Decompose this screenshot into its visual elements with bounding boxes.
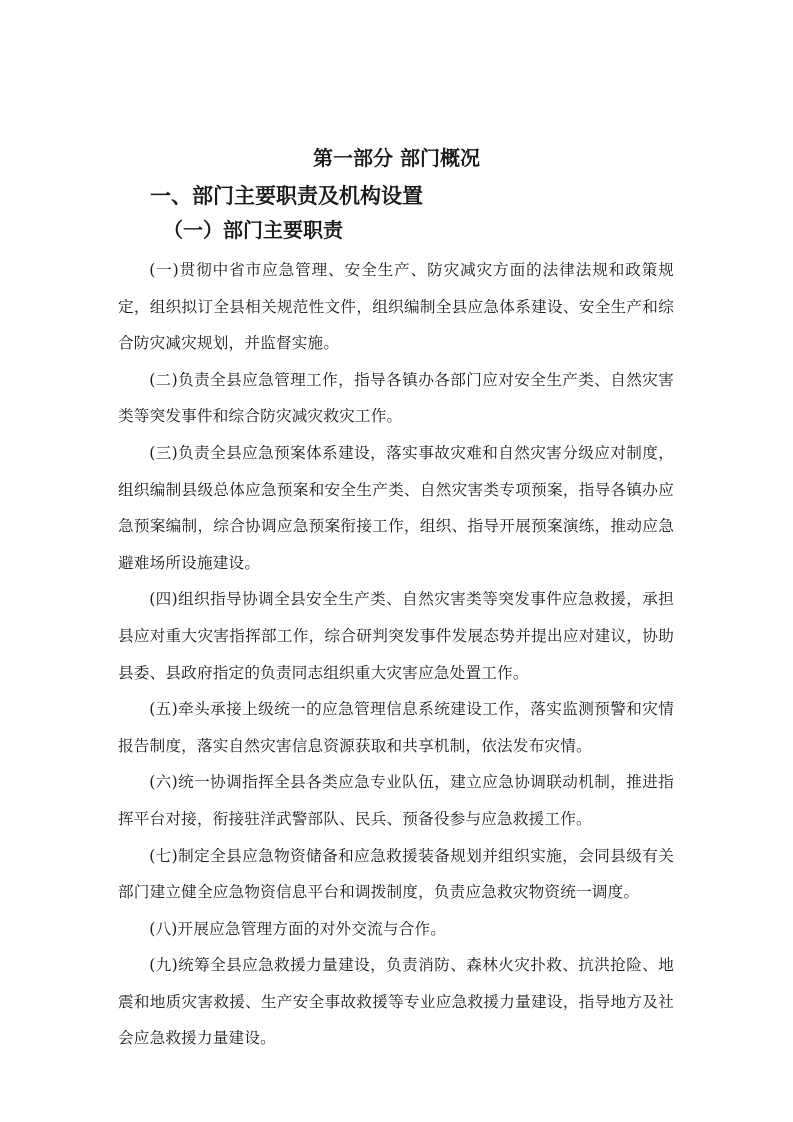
- paragraph: (六)统一协调指挥全县各类应急专业队伍，建立应急协调联动机制，推进指挥平台对接，衔接驻洋武警部队、民兵、预备役参与应急救援工作。: [118, 773, 674, 828]
- paragraph: (八)开展应急管理方面的对外交流与合作。: [149, 919, 447, 938]
- paragraph: (九)统筹全县应急救援力量建设，负责消防、森林火灾扑救、抗洪抢险、地震和地质灾害救援、生产安全事故救援等专业应急救援力量建设，指导地方及社会应急救援力量建设。: [118, 956, 674, 1048]
- paragraph: (二)负责全县应急管理工作，指导各镇办各部门应对安全生产类、自然灾害类等突发事件和综合防灾减灾救灾工作。: [118, 370, 674, 426]
- section-title: 一、部门主要职责及机构设置: [150, 184, 423, 208]
- subsection-title: （一）部门主要职责: [163, 218, 343, 242]
- paragraph: (四)组织指导协调全县安全生产类、自然灾害类等突发事件应急救援，承担县应对重大灾害指挥部工作，综合研判突发事件发展态势并提出应对建议，协助县委、县政府指定的负责同志组织重大灾害应急处置工作。: [118, 590, 674, 682]
- body-text: [118, 252, 674, 1057]
- paragraph: (七)制定全县应急物资储备和应急救援装备规划并组织实施，会同县级有关部门建立健全应急物资信息平台和调拨制度，负责应急救灾物资统一调度。: [118, 846, 674, 902]
- part-title: 第一部分 部门概况: [313, 146, 480, 170]
- paragraph: (一)贯彻中省市应急管理、安全生产、防灾减灾方面的法律法规和政策规定，组织拟订全县相关规范性文件，组织编制全县应急体系建设、安全生产和综合防灾减灾规划，并监督实施。: [118, 261, 674, 353]
- paragraph: (五)牵头承接上级统一的应急管理信息系统建设工作，落实监测预警和灾情报告制度，落实自然灾害信息资源获取和共享机制，依法发布灾情。: [118, 700, 674, 755]
- paragraph: (三)负责全县应急预案体系建设，落实事故灾难和自然灾害分级应对制度，组织编制县级总体应急预案和安全生产类、自然灾害类专项预案，指导各镇办应急预案编制，综合协调应急预案衔接工作，组织、指导开展预案演练，推动应急避难场所设施建设。: [118, 443, 674, 572]
